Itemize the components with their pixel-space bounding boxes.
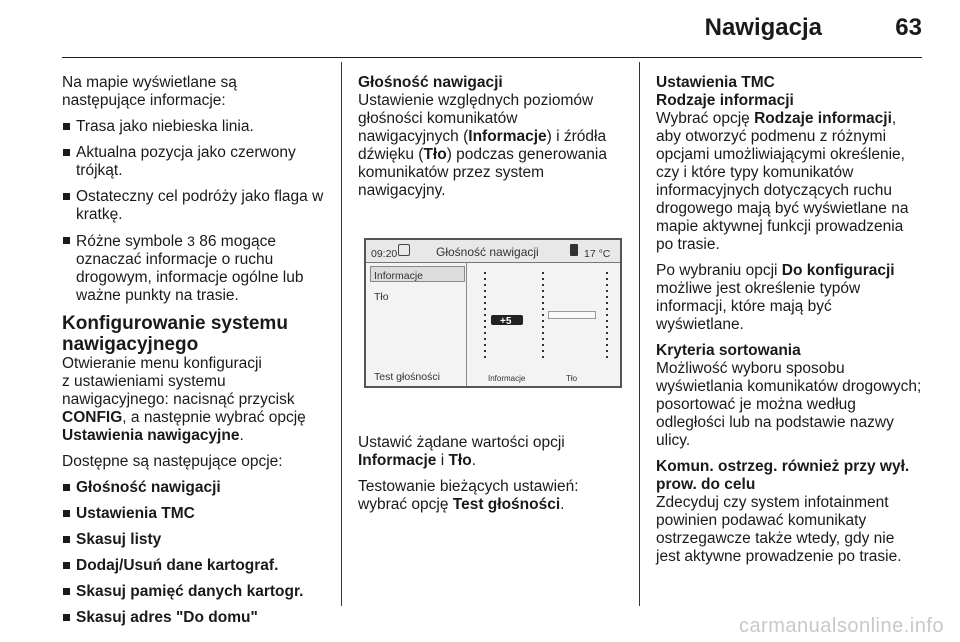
list-item: Skasuj adres "Do domu": [62, 609, 324, 627]
phone-icon: [570, 244, 578, 256]
subsection-heading: Głośność nawigacji: [358, 74, 503, 91]
intro-paragraph: Na mapie wyświetlane są następujące informacje:: [62, 74, 237, 109]
subsection-heading: Kryteria sortowania: [656, 342, 801, 359]
slider-label-informacje: Informacje: [488, 374, 526, 383]
list-item: Dodaj/Usuń dane kartograf.: [62, 557, 324, 575]
screen-illustration: [358, 208, 622, 420]
page-title: Nawigacja: [704, 14, 822, 41]
screen-temperature: 17 °C: [584, 248, 611, 260]
options-list: [62, 479, 324, 627]
screen-menu-item-tlo[interactable]: Tło: [374, 291, 389, 303]
set-values-paragraph: Ustawić żądane wartości opcji Informacje i Tło.: [358, 434, 565, 469]
section-heading: Konfigurowanie systemu nawigacyjnego: [62, 313, 288, 355]
scale-dots: [484, 272, 486, 362]
column-divider-2: [639, 62, 640, 606]
list-item: Aktualna pozycja jako czerwony trójkąt.: [62, 144, 324, 180]
watermark: carmanualsonline.info: [738, 615, 944, 637]
background-slider[interactable]: [548, 311, 596, 319]
list-item: Trasa jako niebieska linia.: [62, 118, 324, 136]
info-types-paragraph: Wybrać opcję Rodzaje informacji, aby otworzyć podmenu z różnymi opcjami umożliwiającymi określenie, czy i które typy komunikatów informacyjnych dotyczących ruchu drogowego mają być wyświetlane na mapie aktywnej funkcji prowadzenia po trasie.: [656, 110, 909, 253]
subsection-heading: Rodzaje informacji: [656, 92, 794, 109]
infotainment-screen: [364, 238, 622, 388]
list-item: Głośność nawigacji: [62, 479, 324, 497]
nav-icon: [398, 244, 410, 256]
config-types-paragraph: Po wybraniu opcji Do konfiguracji możliwe jest określenie typów informacji, które mają być wyświetlane.: [656, 262, 895, 333]
column-middle: [358, 74, 622, 522]
screen-menu-item-informacje[interactable]: Informacje: [370, 266, 465, 282]
header-divider: [62, 57, 922, 58]
screen-status-bar: [366, 240, 620, 263]
test-paragraph: Testowanie bieżących ustawień: wybrać opcję Test głośności.: [358, 478, 579, 513]
list-item: Skasuj listy: [62, 531, 324, 549]
column-left: [62, 74, 324, 635]
slider-label-tlo: Tło: [566, 374, 578, 383]
scale-dots: [542, 272, 544, 362]
subsection-heading: Ustawienia TMC: [656, 74, 775, 91]
map-info-list: [62, 118, 324, 305]
config-paragraph: Otwieranie menu konfiguracji z ustawieniami systemu nawigacyjnego: nacisnąć przycisk CONFIG, a następnie wybrać opcję Ustawienia nawigacyjne.: [62, 355, 306, 444]
options-intro: Dostępne są następujące opcje:: [62, 453, 283, 470]
warnings-paragraph: Zdecyduj czy system infotainment powinien podawać komunikaty ostrzegawcze także wtedy, gdy nie jest aktywne prowadzenie po trasie.: [656, 494, 902, 565]
list-item: Ustawienia TMC: [62, 505, 324, 523]
screen-title: Głośność nawigacji: [436, 245, 539, 259]
scale-dots: [606, 272, 608, 362]
screen-time: 09:20: [371, 248, 398, 260]
config-button-ref: CONFIG: [62, 409, 123, 426]
screen-menu-item-test[interactable]: Test głośności: [374, 371, 440, 383]
list-item: Skasuj pamięć danych kartogr.: [62, 583, 324, 601]
volume-paragraph: Ustawienie względnych poziomów głośności komunikatów nawigacyjnych (Informacje) i źródła dźwięku (Tło) podczas generowania komunikatów przez system nawigacyjny.: [358, 92, 607, 199]
column-right: [656, 74, 922, 574]
sort-paragraph: Możliwość wyboru sposobu wyświetlania komunikatów drogowych; posortować je można według odległości lub na podstawie nazwy ulicy.: [656, 360, 922, 449]
list-item: Ostateczny cel podróży jako flaga w kratkę.: [62, 188, 324, 224]
volume-slider-value: +5: [500, 316, 512, 327]
page-ref-arrow-icon: 3: [187, 233, 195, 249]
list-item: Różne symbole 3 86 mogące oznaczać informacje o ruchu drogowym, informacje ogólne lub ważne punkty na trasie.: [62, 232, 324, 305]
screen-divider: [466, 262, 467, 386]
page-number: 63: [895, 14, 922, 41]
column-divider-1: [341, 62, 342, 606]
subsection-heading: Komun. ostrzeg. również przy wył. prow. do celu: [656, 458, 910, 493]
